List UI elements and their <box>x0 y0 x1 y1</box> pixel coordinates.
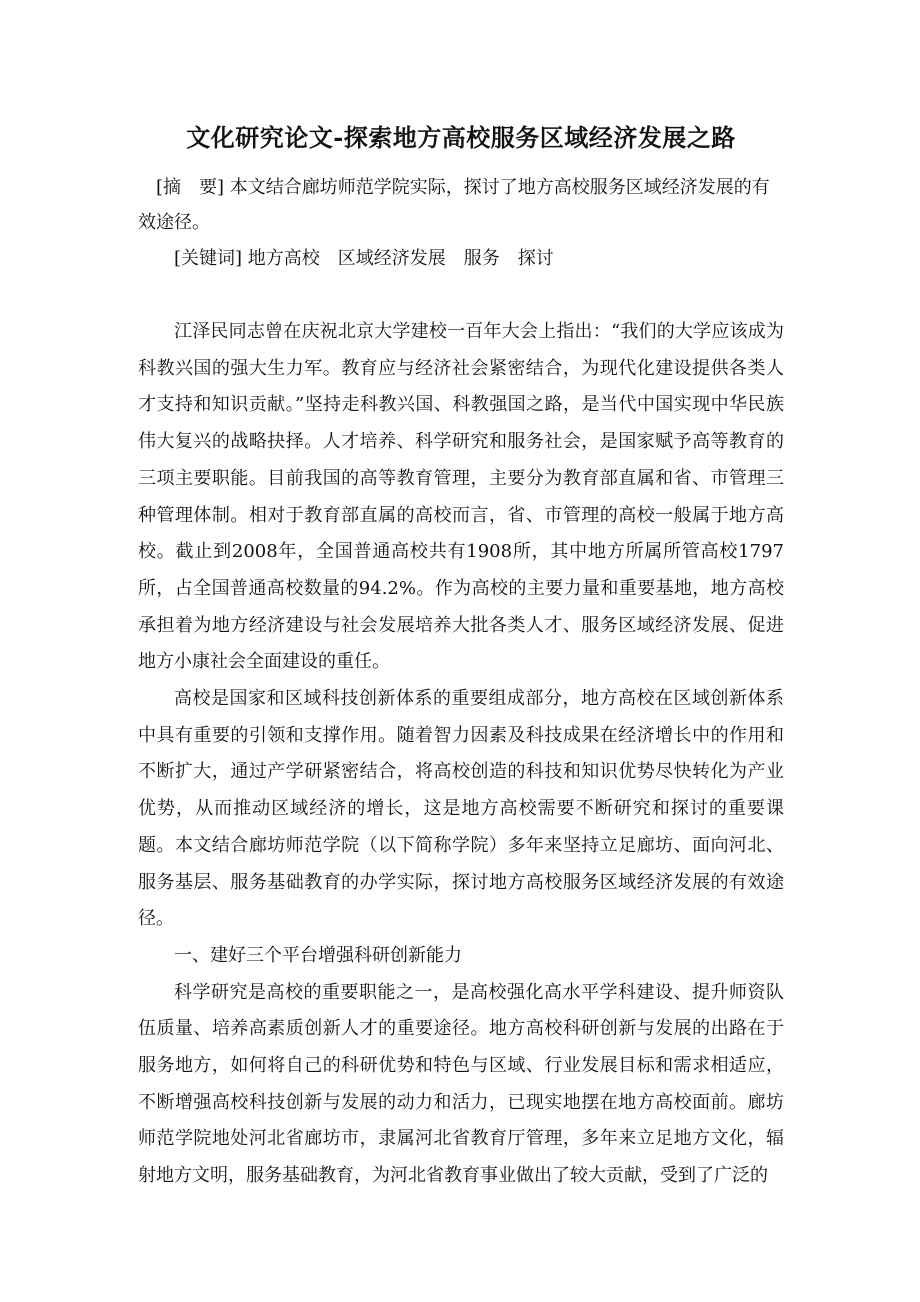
document-title: 文化研究论文-探索地方高校服务区域经济发展之路 <box>186 123 736 152</box>
body-paragraph: 高校是国家和区域科技创新体系的重要组成部分，地方高校在区域创新体系中具有重要的引领和支撑作用。随着智力因素及科技成果在经济增长中的作用和不断扩大，通过产学研紧密结合，将高校创造的科技和知识优势尽快转化为产业优势，从而推动区域经济的增长，这是地方高校需要不断研究和探讨的重要课题。本文结合廊坊师范学院（以下简称学院）多年来坚持立足廊坊、面向河北、服务基层、服务基础教育的办学实际，探讨地方高校服务区域经济发展的有效途径。 <box>138 688 784 930</box>
body-text <box>138 314 784 1195</box>
abstract-paragraph: [摘 要] 本文结合廊坊师范学院实际，探讨了地方高校服务区域经济发展的有效途径。 <box>138 177 770 233</box>
section-heading: 一、建好三个平台增强科研创新能力 <box>174 944 462 966</box>
body-paragraph: 江泽民同志曾在庆祝北京大学建校一百年大会上指出：“我们的大学应该成为科教兴国的强大生力军。教育应与经济社会紧密结合，为现代化建设提供各类人才支持和知识贡献。”坚持走科教兴国、科教强国之路，是当代中国实现中华民族伟大复兴的战略抉择。人才培养、科学研究和服务社会，是国家赋予高等教育的三项主要职能。目前我国的高等教育管理，主要分为教育部直属和省、市管理三种管理体制。相对于教育部直属的高校而言，省、市管理的高校一般属于地方高校。截止到2008年，全国普通高校共有1908所，其中地方所属所管高校1797所，占全国普通高校数量的94.2%。作为高校的主要力量和重要基地，地方高校承担着为地方经济建设与社会发展培养大批各类人才、服务区域经济发展、促进地方小康社会全面建设的重任。 <box>138 321 784 673</box>
body-paragraph: 科学研究是高校的重要职能之一，是高校强化高水平学科建设、提升师资队伍质量、培养高素质创新人才的重要途径。地方高校科研创新与发展的出路在于服务地方，如何将自己的科研优势和特色与区域、行业发展目标和需求相适应，不断增强高校科技创新与发展的动力和活力，已现实地摆在地方高校面前。廊坊师范学院地处河北省廊坊市，隶属河北省教育厅管理，多年来立足地方文化，辐射地方文明，服务基础教育，为河北省教育事业做出了较大贡献，受到了广泛的 <box>138 981 784 1187</box>
keywords-line: [关键词] 地方高校 区域经济发展 服务 探讨 <box>174 248 554 269</box>
